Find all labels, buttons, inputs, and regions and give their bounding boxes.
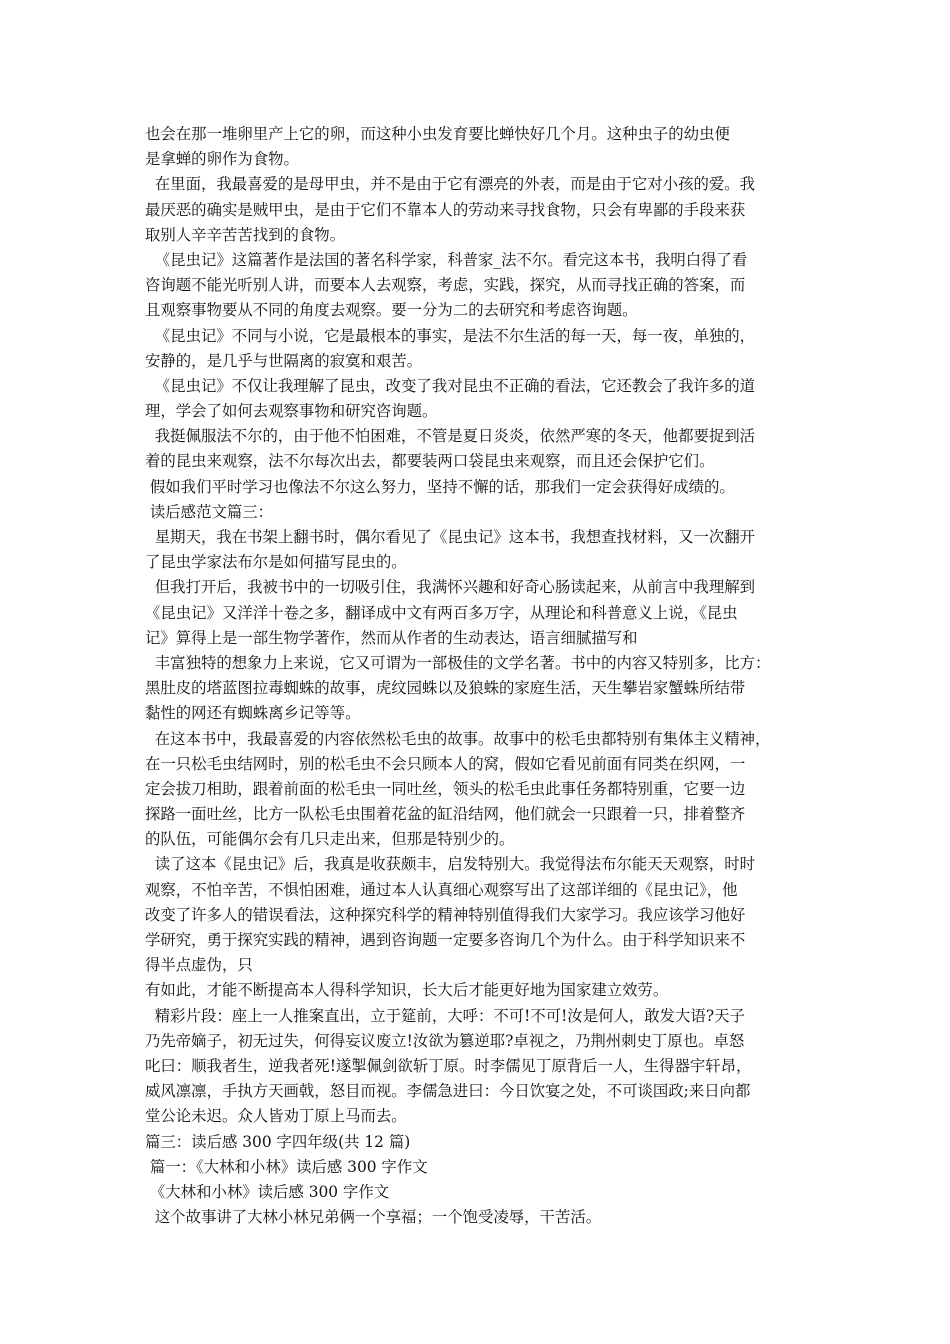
text-line: 《昆虫记》又洋洋十卷之多，翻译成中文有两百多万字，从理论和科普意义上说，《昆虫: [145, 603, 738, 622]
document-body: [145, 122, 825, 1230]
text-line: 《大林和小林》读后感 300 字作文: [145, 1182, 390, 1201]
text-line: 记》算得上是一部生物学著作，然而从作者的生动表达，语言细腻描写和: [145, 628, 638, 647]
text-line: 黏性的网还有蜘蛛离乡记等等。: [145, 704, 361, 723]
text-line: 改变了许多人的错误看法，这种探究科学的精神特别值得我们大家学习。我应该学习他好: [145, 905, 746, 924]
text-line: 我挺佩服法不尔的，由于他不怕困难，不管是夏日炎炎，依然严寒的冬天，他都要捉到活: [145, 427, 756, 446]
text-line: 精彩片段：座上一人推案直出，立于筵前，大呼：不可!不可!汝是何人，敢发大语?天子: [145, 1006, 745, 1025]
text-line: 最厌恶的确实是贼甲虫，是由于它们不靠本人的劳动来寻找食物，只会有卑鄙的手段来获: [145, 200, 746, 219]
text-line: 定会拔刀相助，跟着前面的松毛虫一同吐丝，领头的松毛虫此事任务都特别重，它要一边: [145, 779, 746, 798]
text-line: 星期天，我在书架上翻书时，偶尔看见了《昆虫记》这本书，我想查找材料，又一次翻开: [145, 528, 756, 546]
text-line: 在这本书中，我最喜爱的内容依然松毛虫的故事。故事中的松毛虫都特别有集体主义精神，: [145, 729, 771, 748]
text-line: 这个故事讲了大林小林兄弟俩一个享福；一个饱受凌辱，干苦活。: [145, 1208, 602, 1227]
text-line: 探路一面吐丝，比方一队松毛虫围着花盆的缸沿结网，他们就会一只跟着一只，排着整齐: [145, 805, 746, 824]
text-line: 丰富独特的想象力上来说，它又可谓为一部极佳的文学名著。书中的内容又特别多，比方：: [145, 653, 771, 672]
text-line: 是拿蝉的卵作为食物。: [145, 150, 299, 169]
text-line: 有如此，才能不断提高本人得科学知识，长大后才能更好地为国家建立效劳。: [145, 981, 669, 1000]
text-line: 在一只松毛虫结网时，别的松毛虫不会只顾本人的窝，假如它看见前面有同类在织网，一: [145, 754, 746, 773]
text-line: 叱曰：顺我者生，逆我者死!遂掣佩剑欲斩丁原。时李儒见丁原背后一人，生得器宇轩昂，: [145, 1056, 752, 1075]
text-line: 篇三：读后感 300 字四年级(共 12 篇): [145, 1132, 411, 1151]
text-line: 《昆虫记》这篇著作是法国的著名科学家，科普家_法不尔。看完这本书，我明白得了看: [145, 250, 748, 269]
text-line: 着的昆虫来观察，法不尔每次出去，都要装两口袋昆虫来观察，而且还会保护它们。: [145, 452, 715, 471]
text-line: 咨询题不能光听别人讲，而要本人去观察，考虑，实践，探究，从而寻找正确的答案，而: [145, 276, 746, 295]
text-line: 得半点虚伪，只: [145, 956, 253, 975]
text-line: 读后感范文篇三：: [145, 502, 274, 521]
text-line: 《昆虫记》不仅让我理解了昆虫，改变了我对昆虫不正确的看法，它还教会了我许多的道: [145, 376, 756, 395]
text-line: 读了这本《昆虫记》后，我真是收获颇丰，启发特别大。我觉得法布尔能天天观察，时时: [145, 855, 756, 874]
text-line: 也会在那一堆卵里产上它的卵，而这种小虫发育要比蝉快好几个月。这种虫子的幼虫便: [145, 125, 730, 143]
text-line: 堂公论未迟。众人皆劝丁原上马而去。: [145, 1107, 407, 1126]
text-line: 的队伍，可能偶尔会有几只走出来，但那是特别少的。: [145, 830, 515, 849]
text-line: 理，学会了如何去观察事物和研究咨询题。: [145, 402, 438, 421]
text-line: 了昆虫学家法布尔是如何描写昆虫的。: [145, 553, 407, 572]
text-line: 黑肚皮的塔蓝图拉毒蜘蛛的故事，虎纹园蛛以及狼蛛的家庭生活，天生攀岩家蟹蛛所结带: [145, 679, 746, 698]
text-line: 安静的，是几乎与世隔离的寂寞和艰苦。: [145, 351, 423, 370]
text-line: 观察，不怕辛苦，不惧怕困难，通过本人认真细心观察写出了这部详细的《昆虫记》，他: [145, 880, 738, 899]
text-line: 乃先帝嫡子，初无过失，何得妄议废立!汝欲为篡逆耶?卓视之，乃荆州刺史丁原也。卓怒: [145, 1031, 745, 1050]
text-line: 威风凛凛，手执方天画戟，怒目而视。李儒急进曰：今日饮宴之处，不可谈国政;来日向都: [145, 1082, 751, 1101]
text-line: 学研究，勇于探究实践的精神，遇到咨询题一定要多咨询几个为什么。由于科学知识来不: [145, 931, 746, 949]
text-line: 假如我们平时学习也像法不尔这么努力，坚持不懈的话，那我们一定会获得好成绩的。: [145, 477, 735, 496]
text-line: 取别人辛辛苦苦找到的食物。: [145, 225, 346, 244]
text-line: 但我打开后，我被书中的一切吸引住，我满怀兴趣和好奇心肠读起来，从前言中我理解到: [145, 578, 756, 597]
text-line: 在里面，我最喜爱的是母甲虫，并不是由于它有漂亮的外表，而是由于它对小孩的爱。我: [145, 175, 756, 194]
text-line: 《昆虫记》不同与小说，它是最根本的事实，是法不尔生活的每一天，每一夜，单独的，: [145, 326, 756, 345]
text-line: 且观察事物要从不同的角度去观察。要一分为二的去研究和考虑咨询题。: [145, 301, 638, 320]
text-line: 篇一：《大林和小林》读后感 300 字作文: [145, 1157, 428, 1176]
